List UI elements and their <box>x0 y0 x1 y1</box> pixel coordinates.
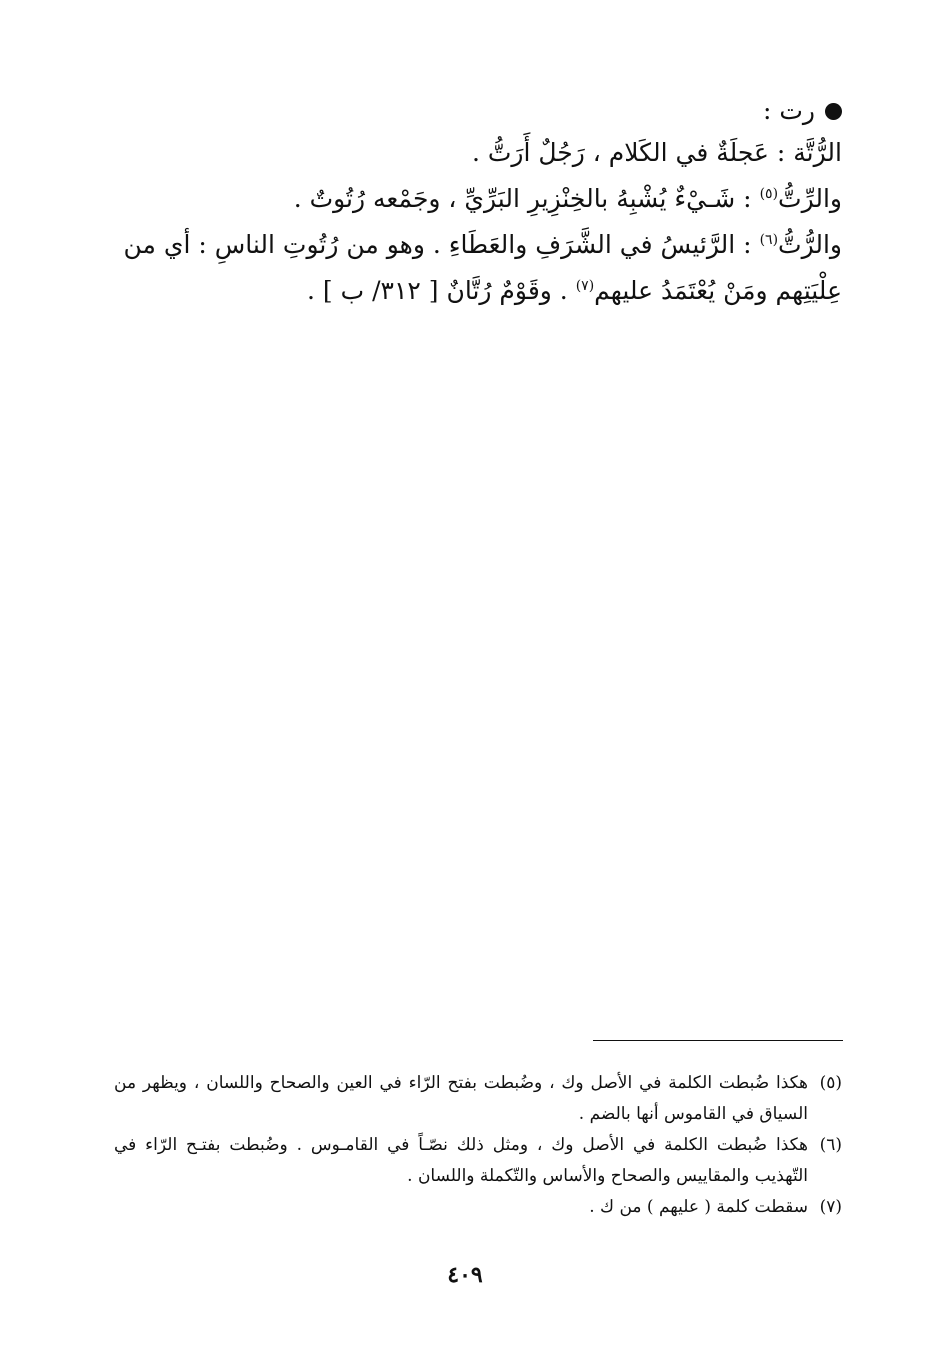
footnote-number: (٦) <box>819 1135 842 1155</box>
footnote-text: سقطت كلمة ( عليهم ) من ك . <box>589 1197 808 1217</box>
entry-heading-text: رت : <box>763 96 815 125</box>
entry-line-3 <box>112 222 842 268</box>
footnote-5 <box>114 1068 842 1130</box>
main-text <box>112 92 842 314</box>
footnote-text: هكذا ضُبطت الكلمة في الأصل وك ، وضُبطت بفتح الرّاء في العين والصحاح واللسان ، ويظهر من السياق في القاموس أنها بالضم . <box>114 1073 808 1124</box>
entry-heading <box>112 92 842 130</box>
footnote-number: (٧) <box>819 1197 842 1217</box>
footnote-marker-7: (٧) <box>575 278 595 294</box>
entry-line-4 <box>112 268 842 314</box>
footnote-marker-5: (٥) <box>759 186 779 202</box>
entry-line-1: الرُّتَّة : عَجلَةٌ في الكَلام ، رَجُلٌ أَرَتُّ . <box>471 138 842 167</box>
entry-line-3-text: : الرَّئيسُ في الشَّرَفِ والعَطَاءِ . وهو من رُتُوتِ الناسِ : أي من <box>123 230 752 259</box>
footnote-number: (٥) <box>819 1073 842 1093</box>
footnote-6 <box>114 1130 842 1192</box>
entry-line-4-start: عِلْيَتِهم ومَنْ يُعْتَمَدُ عليهم <box>594 276 842 305</box>
entry-line-2 <box>112 176 842 222</box>
footnote-text: هكذا ضُبطت الكلمة في الأصل وك ، ومثل ذلك نصّـاً في القامـوس . وضُبطت بفتـح الرّاء في التّهذيب والمقاييس والصحاح والأساس والتّكملة واللسان . <box>114 1135 808 1186</box>
footnote-separator <box>593 1040 843 1041</box>
footnote-7 <box>114 1192 842 1223</box>
entry-line-2-text: : شَـيْءٌ يُشْبِهُ بالخِنْزِيرِ البَرِّيِّ ، وجَمْعه رُتُوتٌ . <box>293 184 752 213</box>
entry-term-ritt: والرِّتُّ <box>778 184 842 213</box>
footnote-marker-6: (٦) <box>759 232 779 248</box>
entry-term-rutt: والرُّتُّ <box>778 230 842 259</box>
footnotes <box>114 1068 842 1223</box>
entry-line-4-text: . وقَوْمٌ رُتَّانٌ [ ٣١٢/ ب ] . <box>307 276 568 305</box>
page-number: ٤٠٩ <box>447 1262 483 1288</box>
bullet-icon <box>825 103 842 120</box>
